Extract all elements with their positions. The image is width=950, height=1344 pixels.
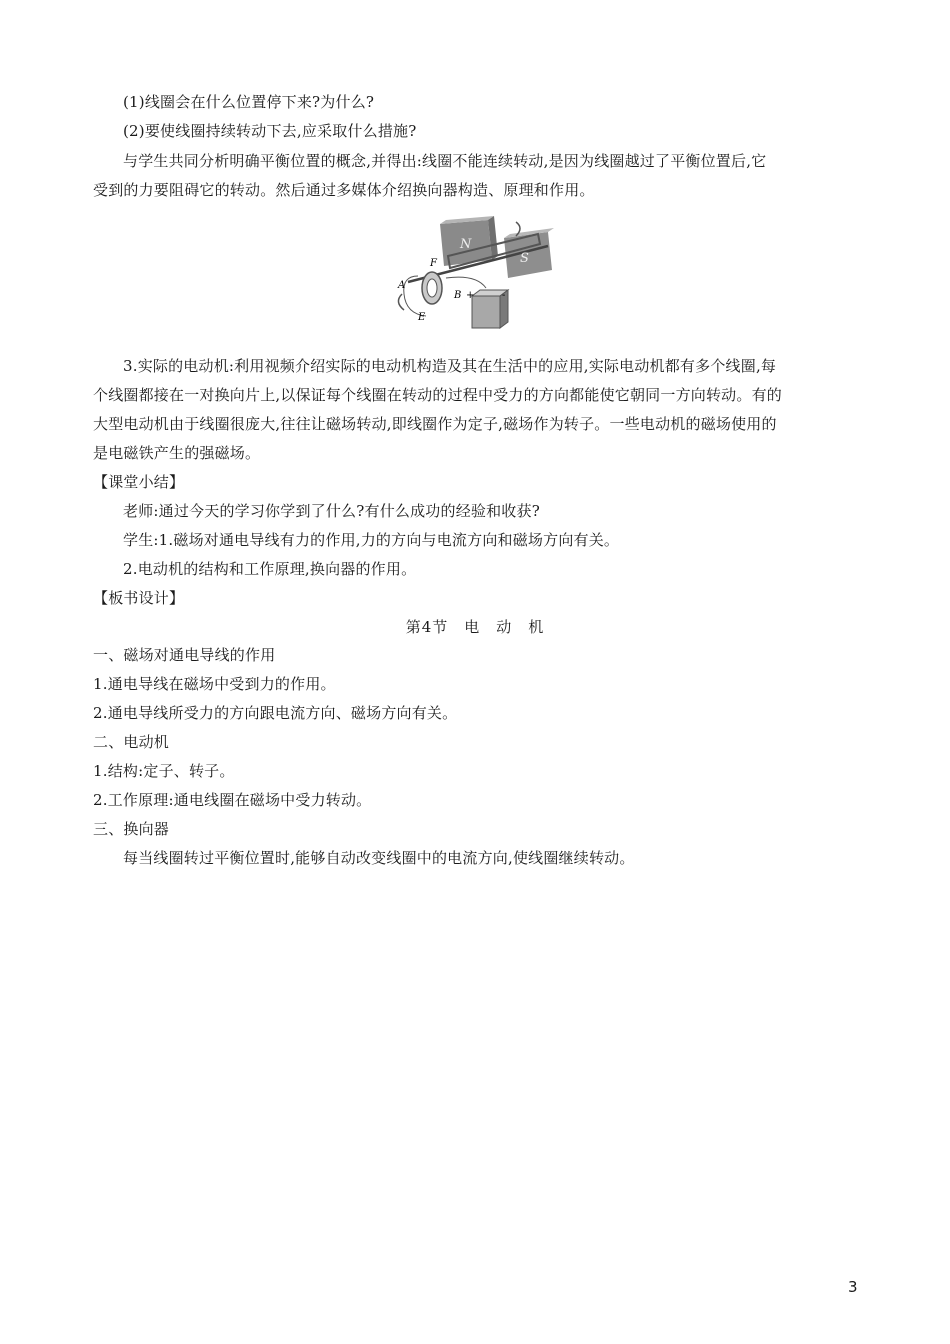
board-title: 第4节 电 动 机 xyxy=(405,618,545,636)
commutator-core xyxy=(427,279,437,297)
motor-diagram xyxy=(388,216,558,334)
label-n: N xyxy=(460,237,472,252)
real-motor-paragraph-line-3: 大型电动机由于线圈很庞大,往往让磁场转动,即线圈作为定子,磁场作为转子。一些电动机的磁场使用的 xyxy=(93,415,777,433)
analysis-paragraph-line-2: 受到的力要阻碍它的转动。然后通过多媒体介绍换向器构造、原理和作用。 xyxy=(93,181,595,199)
board-item-2-2: 2.工作原理:通电线圈在磁场中受力转动。 xyxy=(93,791,372,809)
label-e: E xyxy=(418,312,426,323)
label-minus: - xyxy=(502,290,506,301)
student-answer-2: 2.电动机的结构和工作原理,换向器的作用。 xyxy=(123,560,417,578)
board-item-1-1: 1.通电导线在磁场中受到力的作用。 xyxy=(93,675,336,693)
real-motor-paragraph-line-4: 是电磁铁产生的强磁场。 xyxy=(93,444,261,462)
board-item-2-1: 1.结构:定子、转子。 xyxy=(93,762,235,780)
section-heading-summary: 【课堂小结】 xyxy=(93,473,185,491)
board-item-1-2: 2.通电导线所受力的方向跟电流方向、磁场方向有关。 xyxy=(93,704,458,722)
question-1: (1)线圈会在什么位置停下来?为什么? xyxy=(123,93,375,111)
label-f: F xyxy=(430,258,437,269)
label-b: B xyxy=(454,290,462,301)
label-s: S xyxy=(520,251,529,266)
teacher-question: 老师:通过今天的学习你学到了什么?有什么成功的经验和收获? xyxy=(123,502,540,520)
board-heading-1: 一、磁场对通电导线的作用 xyxy=(93,646,276,664)
student-answer-1: 学生:1.磁场对通电导线有力的作用,力的方向与电流方向和磁场方向有关。 xyxy=(123,531,620,549)
label-a: A xyxy=(398,280,406,291)
question-2: (2)要使线圈持续转动下去,应采取什么措施? xyxy=(123,122,417,140)
real-motor-paragraph-line-2: 个线圈都接在一对换向片上,以保证每个线圈在转动的过程中受力的方向都能使它朝同一方向转动。有的 xyxy=(93,386,782,404)
battery xyxy=(472,296,500,328)
real-motor-paragraph-line-1: 3.实际的电动机:利用视频介绍实际的电动机构造及其在生活中的应用,实际电动机都有多个线圈,每 xyxy=(123,357,777,375)
board-item-3-1: 每当线圈转过平衡位置时,能够自动改变线圈中的电流方向,使线圈继续转动。 xyxy=(123,849,635,867)
page-number: 3 xyxy=(848,1278,858,1296)
rotation-arrow-icon xyxy=(398,294,404,310)
section-heading-board-design: 【板书设计】 xyxy=(93,589,185,607)
brush-wire xyxy=(446,277,486,288)
label-plus: + xyxy=(466,290,475,301)
board-heading-3: 三、换向器 xyxy=(93,820,170,838)
analysis-paragraph-line-1: 与学生共同分析明确平衡位置的概念,并得出:线圈不能连续转动,是因为线圈越过了平衡位置后,它 xyxy=(123,152,767,170)
board-heading-2: 二、电动机 xyxy=(93,733,170,751)
